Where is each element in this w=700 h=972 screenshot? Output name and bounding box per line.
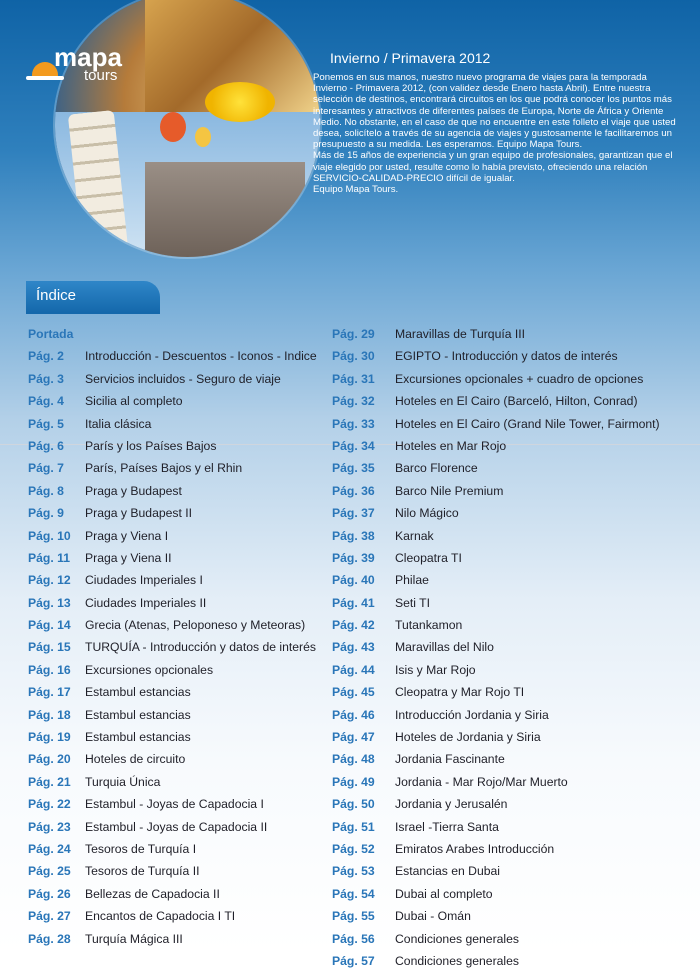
entry-title: Introducción - Descuentos - Iconos - Indice (85, 349, 317, 364)
entry-title: Condiciones generales (395, 931, 519, 946)
tropical-fish-image (205, 82, 275, 122)
page-number: Pág. 41 (332, 595, 375, 610)
page-number: Pág. 46 (332, 707, 375, 722)
season-title: Invierno / Primavera 2012 (330, 50, 491, 66)
page-number: Pág. 32 (332, 394, 375, 409)
intro-signature: Equipo Mapa Tours. (313, 184, 399, 196)
entry-title: Estambul estancias (85, 685, 191, 700)
wave-icon (26, 76, 64, 80)
page-number: Pág. 37 (332, 506, 375, 521)
index-divider (26, 313, 160, 314)
page-number: Pág. 47 (332, 730, 375, 745)
entry-title: Praga y Viena II (85, 550, 172, 565)
entry-title: Praga y Budapest II (85, 506, 193, 521)
page-number: Pág. 27 (28, 909, 71, 924)
page-number: Pág. 30 (332, 349, 375, 364)
page-number: Pág. 56 (332, 931, 375, 946)
intro-paragraph: Más de 15 años de experiencia y un gran equipo de profesionales, garantizan que el viaje elegido por usted, resulte como lo había previsto, ofreciendo una relación SERVICIO-CALIDAD-PRECIO difícil de igualar. (313, 150, 673, 184)
entry-title: Jordania - Mar Rojo/Mar Muerto (395, 774, 568, 789)
city-rooftops-image (145, 162, 305, 257)
entry-title: Estancias en Dubai (395, 864, 501, 879)
page-number: Pág. 52 (332, 841, 375, 856)
entry-title: TURQUÍA - Introducción y datos de interés (85, 640, 316, 655)
entry-title: Encantos de Capadocia I TI (85, 909, 236, 924)
page-number: Pág. 20 (28, 752, 71, 767)
page-number: Pág. 17 (28, 685, 71, 700)
entry-title: Servicios incluidos - Seguro de viaje (85, 371, 281, 386)
entry-title: Dubai - Omán (395, 909, 471, 924)
page-number: Pág. 4 (28, 394, 64, 409)
entry-title: Tesoros de Turquía II (85, 864, 200, 879)
balloon-image (160, 112, 186, 142)
page-number: Pág. 36 (332, 483, 375, 498)
page-number: Pág. 14 (28, 618, 71, 633)
entry-title: Jordania y Jerusalén (395, 797, 508, 812)
entry-title: Estambul estancias (85, 707, 191, 722)
entry-title: Turquía Mágica III (85, 931, 183, 946)
page-number: Pág. 33 (332, 416, 375, 431)
entry-title: Barco Nile Premium (395, 483, 504, 498)
balloon-image (195, 127, 211, 147)
page-number: Pág. 5 (28, 416, 64, 431)
entry-title: Cleopatra y Mar Rojo TI (395, 685, 525, 700)
entry-title: Tutankamon (395, 618, 463, 633)
entry-title: Barco Florence (395, 461, 478, 476)
entry-title: Estambul estancias (85, 730, 191, 745)
entry-title: Emiratos Arabes Introducción (395, 841, 555, 856)
entry-title: Seti TI (395, 595, 430, 610)
entry-title: Maravillas del Nilo (395, 640, 494, 655)
entry-title: Isis y Mar Rojo (395, 662, 476, 677)
page-number: Pág. 22 (28, 797, 71, 812)
entry-title: Dubai al completo (395, 886, 493, 901)
entry-title: Cleopatra TI (395, 550, 462, 565)
entry-title: Praga y Budapest (85, 483, 182, 498)
page-number: Pág. 53 (332, 864, 375, 879)
page-number: Pág. 39 (332, 550, 375, 565)
intro-paragraph: Ponemos en sus manos, nuestro nuevo programa de viajes para la temporada Invierno - Primavera 2012, (con validez desde Enero hasta Abril). Entre nuestra selección de destinos, encontrará circuitos en los que podrá conocer los puntos más interesantes y atractivos de diferentes países de Europa, Norte de África y Oriente Medio. No obstante, en el caso de que no encuentre en este folleto el viaje que usted desea, solicítelo a través de su agencia de viajes y gustosamente le facilitaremos un presupuesto a su medida. Les esperamos. Equipo Mapa Tours. (313, 72, 676, 151)
page-number: Pág. 50 (332, 797, 375, 812)
entry-title: Grecia (Atenas, Peloponeso y Meteoras) (85, 618, 306, 633)
entry-title: Condiciones generales (395, 953, 519, 968)
page-number: Pág. 42 (332, 618, 375, 633)
entry-title: Estambul - Joyas de Capadocia II (85, 819, 268, 834)
page-number: Pág. 13 (28, 595, 71, 610)
page-number: Pág. 3 (28, 371, 64, 386)
page-number: Pág. 51 (332, 819, 375, 834)
page-number: Portada (28, 327, 74, 341)
entry-title: Hoteles de circuito (85, 752, 186, 767)
entry-title: París y los Países Bajos (85, 438, 217, 453)
entry-title: Jordania Fascinante (395, 752, 505, 767)
page-number: Pág. 40 (332, 573, 375, 588)
page-number: Pág. 11 (28, 550, 71, 565)
intro-text (313, 72, 681, 195)
page-number: Pág. 18 (28, 707, 71, 722)
entry-title: Bellezas de Capadocia II (85, 886, 220, 901)
entry-title: Sicilia al completo (85, 394, 183, 409)
brand-logo (22, 40, 132, 90)
page-number: Pág. 9 (28, 506, 64, 521)
page-number: Pág. 23 (28, 819, 71, 834)
entry-title: Turquia Única (85, 774, 161, 789)
entry-title: Philae (395, 573, 429, 588)
entry-title: Estambul - Joyas de Capadocia I (85, 797, 264, 812)
page-number: Pág. 7 (28, 461, 64, 476)
brand-sub: tours (84, 67, 118, 84)
page-number: Pág. 29 (332, 327, 375, 341)
page-number: Pág. 16 (28, 662, 71, 677)
entry-title: París, Países Bajos y el Rhin (85, 461, 243, 476)
page-number: Pág. 48 (332, 752, 375, 767)
entry-title: Ciudades Imperiales I (85, 573, 203, 588)
page-number: Pág. 12 (28, 573, 71, 588)
entry-title: Introducción Jordania y Siria (395, 707, 549, 722)
page-number: Pág. 6 (28, 438, 64, 453)
entry-title: Hoteles en El Cairo (Grand Nile Tower, Fairmont) (395, 416, 660, 431)
page-number: Pág. 21 (28, 774, 71, 789)
page-number: Pág. 45 (332, 685, 375, 700)
page-number: Pág. 38 (332, 528, 375, 543)
page-number: Pág. 26 (28, 886, 71, 901)
entry-title: Excursiones opcionales (85, 662, 214, 677)
entry-title: Ciudades Imperiales II (85, 595, 207, 610)
page-number: Pág. 57 (332, 953, 375, 968)
entry-title: Excursiones opcionales + cuadro de opciones (395, 371, 644, 386)
page-number: Pág. 31 (332, 371, 375, 386)
index-title: Índice (36, 287, 77, 304)
entry-title: Israel -Tierra Santa (395, 819, 499, 834)
entry-title: EGIPTO - Introducción y datos de interés (395, 349, 618, 364)
page-number: Pág. 55 (332, 909, 375, 924)
page-number: Pág. 35 (332, 461, 375, 476)
entry-title: Tesoros de Turquía I (85, 841, 197, 856)
page-number: Pág. 54 (332, 886, 375, 901)
page-number: Pág. 10 (28, 528, 71, 543)
entry-title: Italia clásica (85, 416, 152, 431)
entry-title: Hoteles en El Cairo (Barceló, Hilton, Conrad) (395, 394, 638, 409)
index-heading-tab (26, 281, 160, 313)
page-number: Pág. 43 (332, 640, 375, 655)
page-number: Pág. 24 (28, 841, 71, 856)
brand-name: mapa (54, 42, 122, 72)
entry-title: Karnak (395, 528, 434, 543)
page-number: Pág. 44 (332, 662, 375, 677)
page-number: Pág. 15 (28, 640, 71, 655)
page-number: Pág. 49 (332, 774, 375, 789)
page-number: Pág. 2 (28, 349, 64, 364)
entry-title: Praga y Viena I (85, 528, 169, 543)
entry-title: Maravillas de Turquía III (395, 327, 526, 341)
page-number: Pág. 8 (28, 483, 64, 498)
entry-title: Hoteles de Jordania y Siria (395, 730, 541, 745)
travel-collage-image (55, 0, 320, 257)
page-number: Pág. 25 (28, 864, 71, 879)
page-number: Pág. 28 (28, 931, 71, 946)
page-number: Pág. 19 (28, 730, 71, 745)
entry-title: Nilo Mágico (395, 506, 459, 521)
page-number: Pág. 34 (332, 438, 375, 453)
entry-title: Hoteles en Mar Rojo (395, 438, 507, 453)
